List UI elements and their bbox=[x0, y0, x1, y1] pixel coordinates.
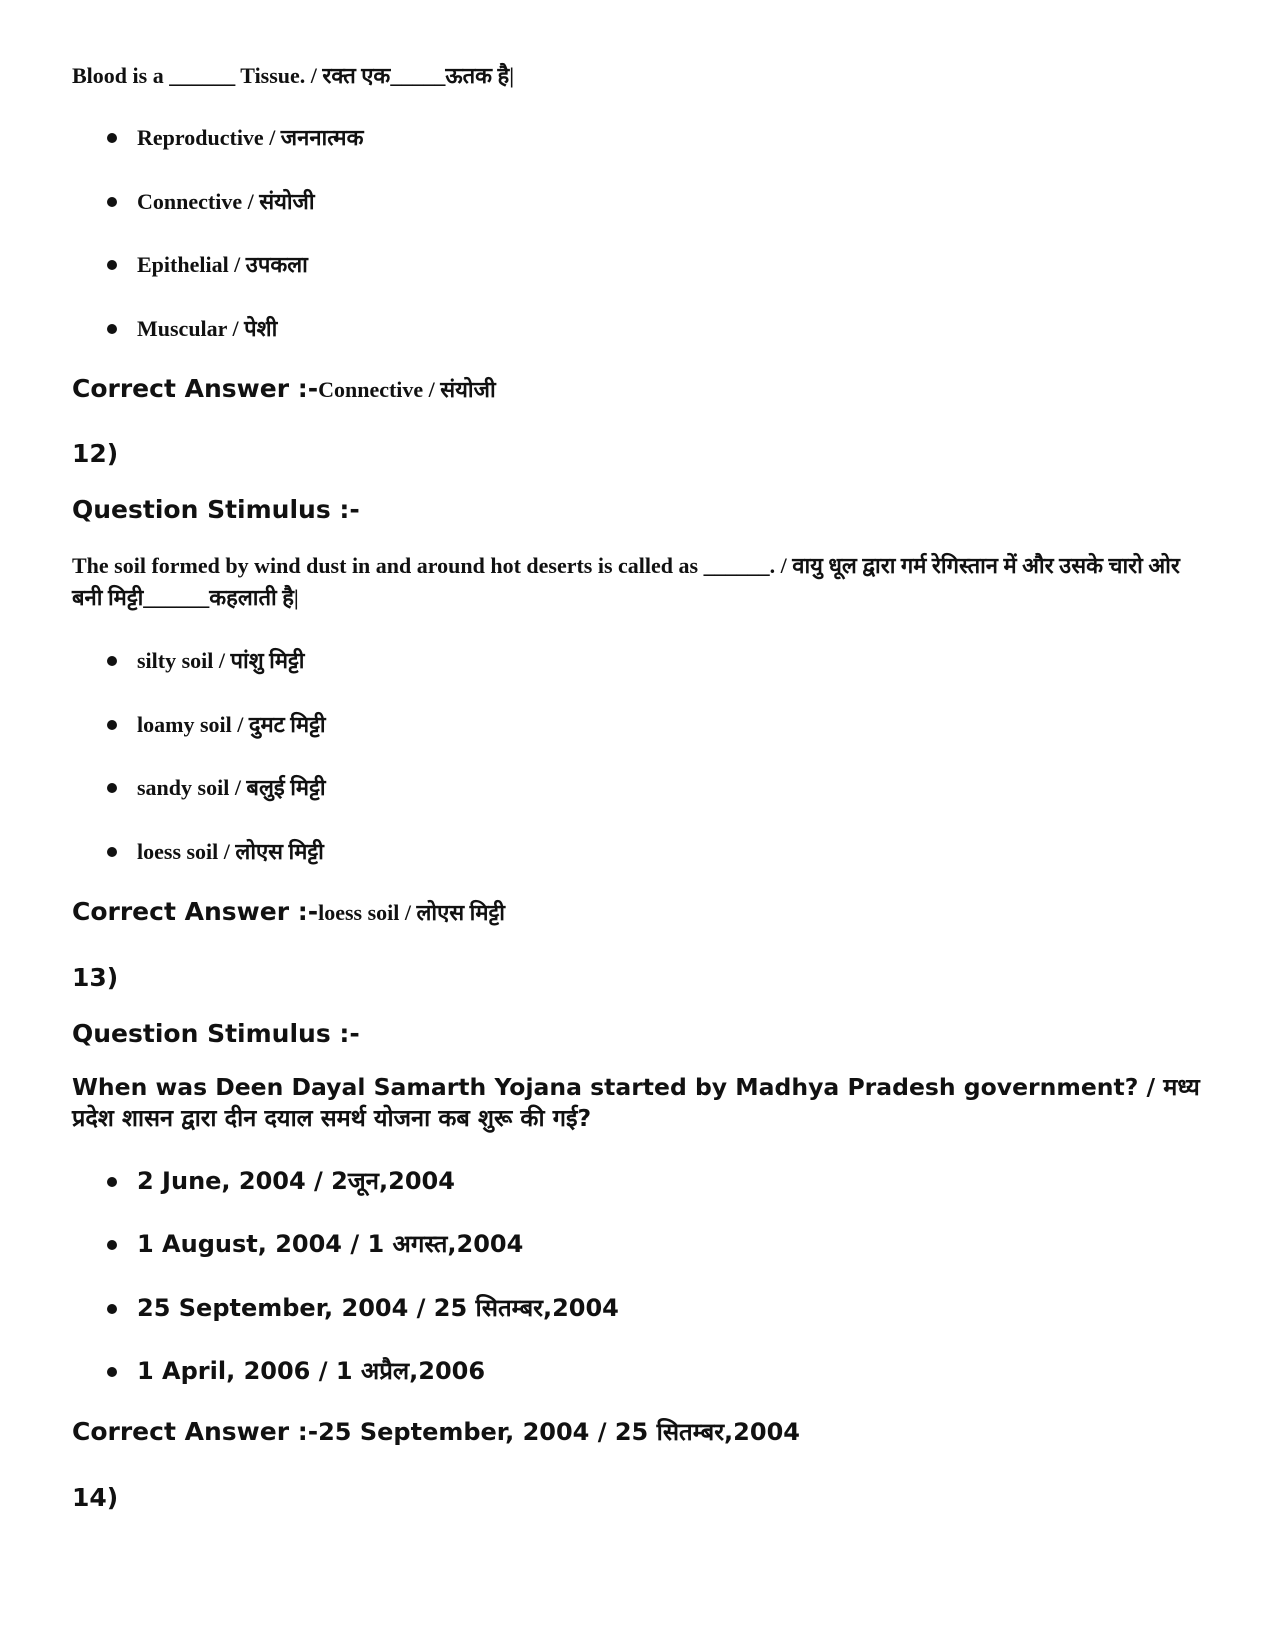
question-11-option-4 bbox=[107, 313, 277, 345]
bullet-icon bbox=[107, 197, 117, 207]
question-13-option-4 bbox=[107, 1355, 485, 1388]
bullet-icon bbox=[107, 783, 117, 793]
option-text: Epithelial / उपकला bbox=[137, 252, 308, 277]
correct-answer-label: Correct Answer :- bbox=[72, 374, 319, 403]
correct-answer-label: Correct Answer :- bbox=[72, 897, 319, 926]
bullet-icon bbox=[107, 847, 117, 857]
question-11-correct-answer bbox=[72, 372, 496, 407]
question-12-option-1 bbox=[107, 645, 304, 677]
question-12-option-2 bbox=[107, 709, 326, 741]
option-text: Connective / संयोजी bbox=[137, 189, 315, 214]
option-text: 2 June, 2004 / 2जून,2004 bbox=[137, 1167, 455, 1195]
bullet-icon bbox=[107, 1304, 117, 1314]
question-13-option-1 bbox=[107, 1165, 455, 1198]
option-text: 1 April, 2006 / 1 अप्रैल,2006 bbox=[137, 1357, 486, 1385]
question-13-stimulus-label: Question Stimulus :- bbox=[72, 1019, 360, 1048]
correct-answer-value: Connective / संयोजी bbox=[318, 377, 496, 402]
question-12-option-4 bbox=[107, 836, 324, 868]
correct-answer-label: Correct Answer :- bbox=[72, 1417, 319, 1446]
question-14-number: 14) bbox=[72, 1483, 119, 1512]
question-13-correct-answer bbox=[72, 1415, 800, 1450]
option-text: silty soil / पांशु मिट्टी bbox=[137, 648, 305, 673]
question-12-stimulus-label: Question Stimulus :- bbox=[72, 495, 360, 524]
option-text: 1 August, 2004 / 1 अगस्त,2004 bbox=[137, 1230, 524, 1258]
question-12-correct-answer bbox=[72, 895, 505, 930]
question-13-option-2 bbox=[107, 1228, 523, 1261]
question-13-option-3 bbox=[107, 1292, 619, 1325]
question-11-stem: Blood is a ______ Tissue. / रक्त एक_____ऊतक है| bbox=[72, 63, 515, 88]
bullet-icon bbox=[107, 1240, 117, 1250]
question-12-option-3 bbox=[107, 772, 326, 804]
correct-answer-value: loess soil / लोएस मिट्टी bbox=[318, 900, 505, 925]
question-13-stem: When was Deen Dayal Samarth Yojana started by Madhya Pradesh government? / मध्य प्रदेश शासन द्वारा दीन दयाल समर्थ योजना कब शुरू की गई? bbox=[72, 1073, 1200, 1132]
option-text: sandy soil / बलुई मिट्टी bbox=[137, 775, 326, 800]
question-11-option-3 bbox=[107, 249, 308, 281]
bullet-icon bbox=[107, 324, 117, 334]
option-text: Reproductive / जननात्मक bbox=[137, 125, 364, 150]
question-13-number: 13) bbox=[72, 963, 119, 992]
question-11-option-2 bbox=[107, 186, 315, 218]
bullet-icon bbox=[107, 260, 117, 270]
option-text: 25 September, 2004 / 25 सितम्बर,2004 bbox=[137, 1294, 619, 1322]
bullet-icon bbox=[107, 720, 117, 730]
question-11-option-1 bbox=[107, 122, 363, 154]
correct-answer-value: 25 September, 2004 / 25 सितम्बर,2004 bbox=[318, 1418, 800, 1446]
bullet-icon bbox=[107, 1367, 117, 1377]
question-12-number: 12) bbox=[72, 439, 119, 468]
option-text: loamy soil / दुमट मिट्टी bbox=[137, 712, 326, 737]
option-text: Muscular / पेशी bbox=[137, 316, 278, 341]
bullet-icon bbox=[107, 133, 117, 143]
option-text: loess soil / लोएस मिट्टी bbox=[137, 839, 324, 864]
bullet-icon bbox=[107, 656, 117, 666]
bullet-icon bbox=[107, 1177, 117, 1187]
question-12-stem: The soil formed by wind dust in and around hot deserts is called as ______. / वायु धूल द्वारा गर्म रेगिस्तान में और उसके चारो ओर बनी मिट्टी______कहलाती है| bbox=[72, 553, 1180, 610]
